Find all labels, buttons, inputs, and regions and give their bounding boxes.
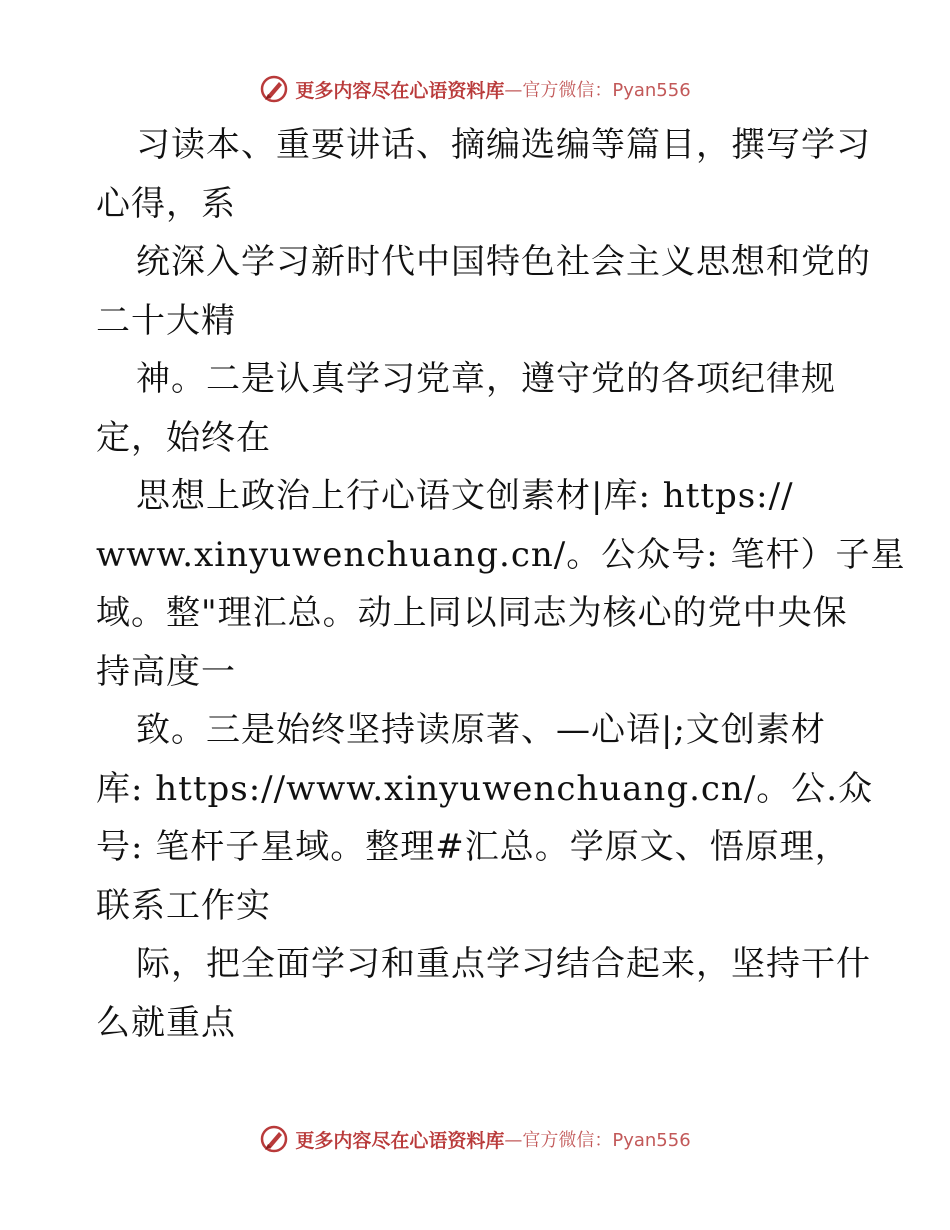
body-line: 库: https://www.xinyuwenchuang.cn/。公.众 [96,768,874,809]
body-line: 际，把全面学习和重点学习结合起来，坚持干什 [136,944,871,984]
body-line: 二十大精 [96,300,236,341]
body-line: 定，始终在 [96,417,271,458]
body-line: 心得，系 [96,183,236,224]
body-line: 号: 笔杆子星域。整理#汇总。学原文、悟原理， [96,827,850,867]
body-line: 么就重点 [96,1002,236,1043]
body-line: 神。二是认真学习党章，遵守党的各项纪律规 [136,359,836,399]
header-banner [0,72,950,106]
header-banner-text: 更多内容尽在心语资料库 [295,79,505,102]
footer-banner-suffix: —官方微信：Pyan556 [504,1130,691,1151]
footer-banner-text: 更多内容尽在心语资料库 [295,1129,505,1152]
body-line: 习读本、重要讲话、摘编选编等篇目，撰写学习 [136,125,871,165]
body-line: 域。整"理汇总。动上同以同志为核心的党中央保 [96,593,848,633]
pen-logo-icon [259,1124,289,1154]
body-line: 统深入学习新时代中国特色社会主义思想和党的 [136,242,871,282]
footer-banner [0,1122,950,1156]
document-body [96,116,906,1052]
body-line: 联系工作实 [96,885,271,926]
body-line: 持高度一 [96,651,236,692]
body-line: 思想上政治上行心语文创素材|库: https:// [136,476,794,516]
pen-logo-icon [259,74,289,104]
header-banner-suffix: —官方微信：Pyan556 [504,80,691,101]
body-line: 致。三是始终坚持读原著、—心语|;文创素材 [136,710,826,750]
body-line: www.xinyuwenchuang.cn/。公众号: 笔杆）子星 [96,534,906,575]
